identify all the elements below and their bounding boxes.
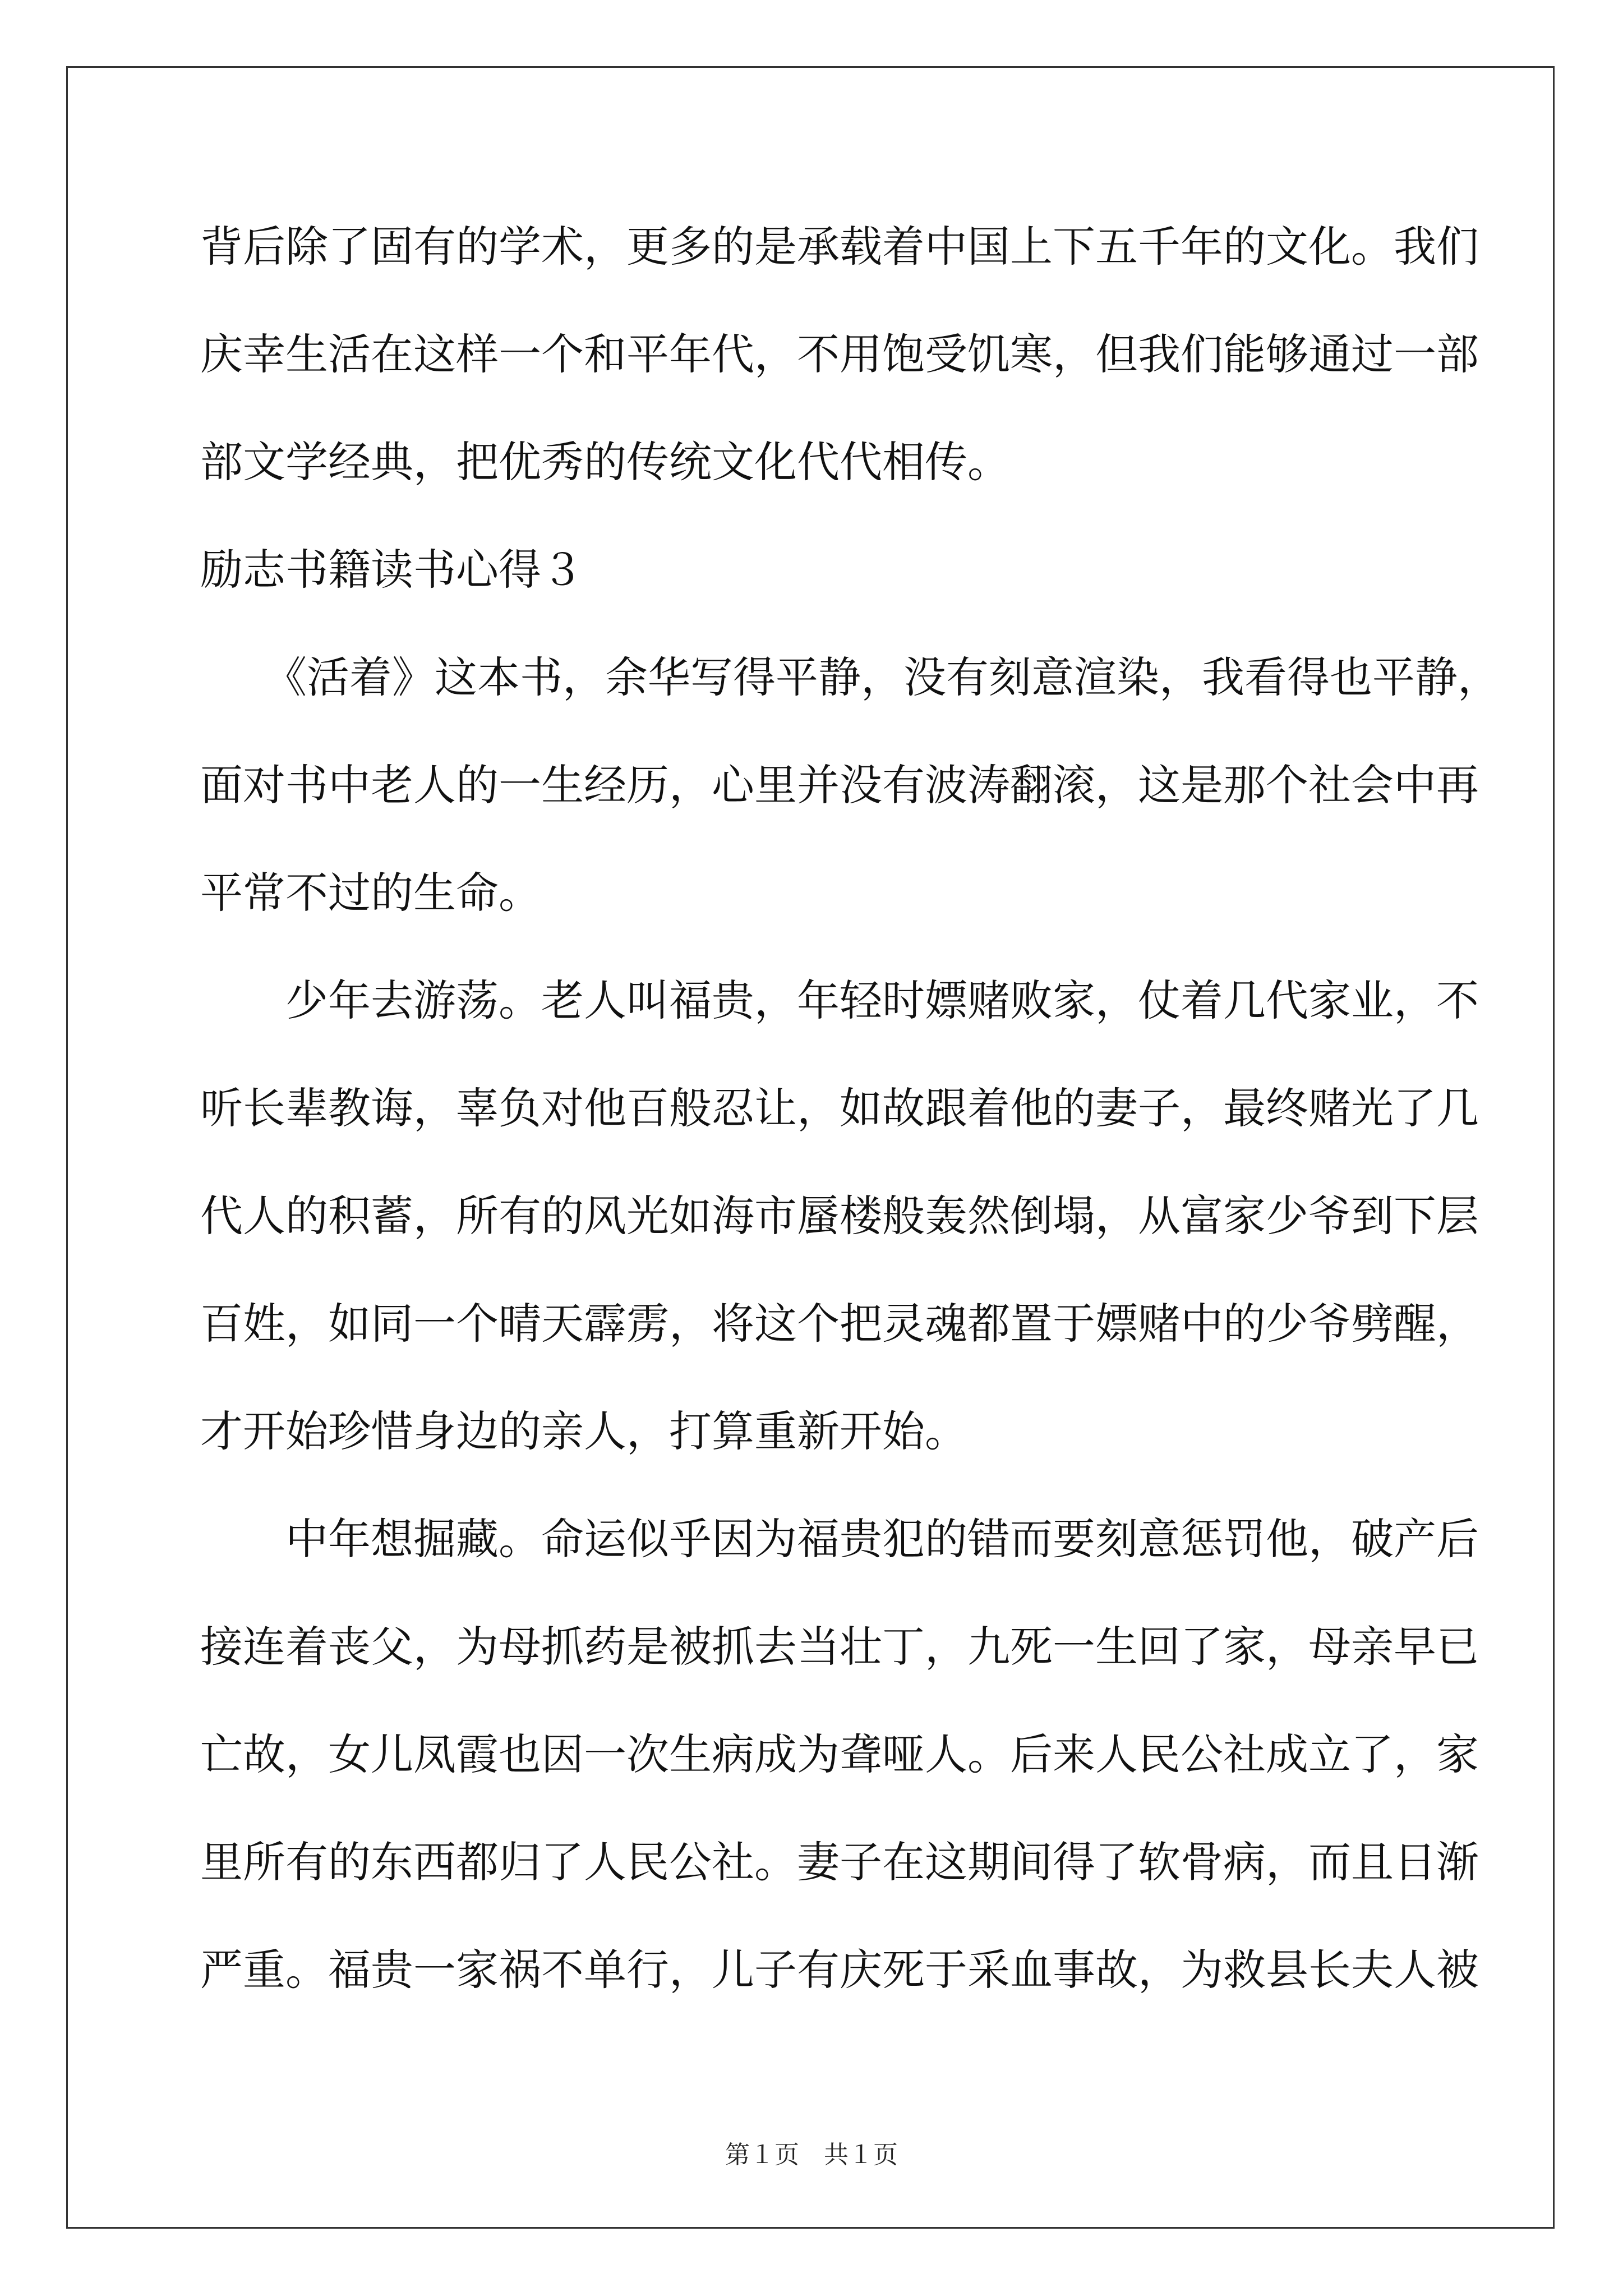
page-border	[66, 66, 1555, 2229]
text-line-2: 庆幸生活在这样一个和平年代，不用饱受饥寒，但我们能够通过一部	[200, 329, 1479, 379]
text-line-6: 面对书中老人的一生经历，心里并没有波涛翻滚，这是那个社会中再	[200, 760, 1479, 810]
text-line-3: 部文学经典，把优秀的传统文化代代相传。	[200, 437, 1010, 487]
text-line-7: 平常不过的生命。	[200, 868, 541, 918]
page-footer: 第１页 共１页	[725, 2141, 898, 2169]
text-line-16: 里所有的东西都归了人民公社。妻子在这期间得了软骨病，而且日渐	[200, 1837, 1479, 1887]
text-line-15: 亡故，女儿凤霞也因一次生病成为聋哑人。后来人民公社成立了，家	[200, 1729, 1479, 1779]
text-line-14: 接连着丧父，为母抓药是被抓去当壮丁，九死一生回了家，母亲早已	[200, 1622, 1479, 1672]
text-line-10: 代人的积蓄，所有的风光如海市蜃楼般轰然倒塌，从富家少爷到下层	[200, 1191, 1479, 1241]
text-line-5: 《活着》这本书，余华写得平静，没有刻意渲染，我看得也平静，	[200, 652, 1500, 702]
text-line-9: 听长辈教诲，辜负对他百般忍让，如故跟着他的妻子，最终赌光了几	[200, 1083, 1479, 1133]
text-line-12: 才开始珍惜身边的亲人，打算重新开始。	[200, 1406, 967, 1456]
text-line-17: 严重。福贵一家祸不单行，儿子有庆死于采血事故，为救县长夫人被	[200, 1945, 1479, 1995]
text-line-1: 背后除了固有的学术，更多的是承载着中国上下五千年的文化。我们	[200, 222, 1479, 272]
section-heading: 励志书籍读书心得３	[200, 545, 584, 595]
text-line-13: 中年想掘藏。命运似乎因为福贵犯的错而要刻意惩罚他，破产后	[200, 1514, 1479, 1564]
text-line-11: 百姓，如同一个晴天霹雳，将这个把灵魂都置于嫖赌中的少爷劈醒，	[200, 1299, 1479, 1349]
text-line-8: 少年去游荡。老人叫福贵，年轻时嫖赌败家，仗着几代家业，不	[200, 976, 1479, 1025]
